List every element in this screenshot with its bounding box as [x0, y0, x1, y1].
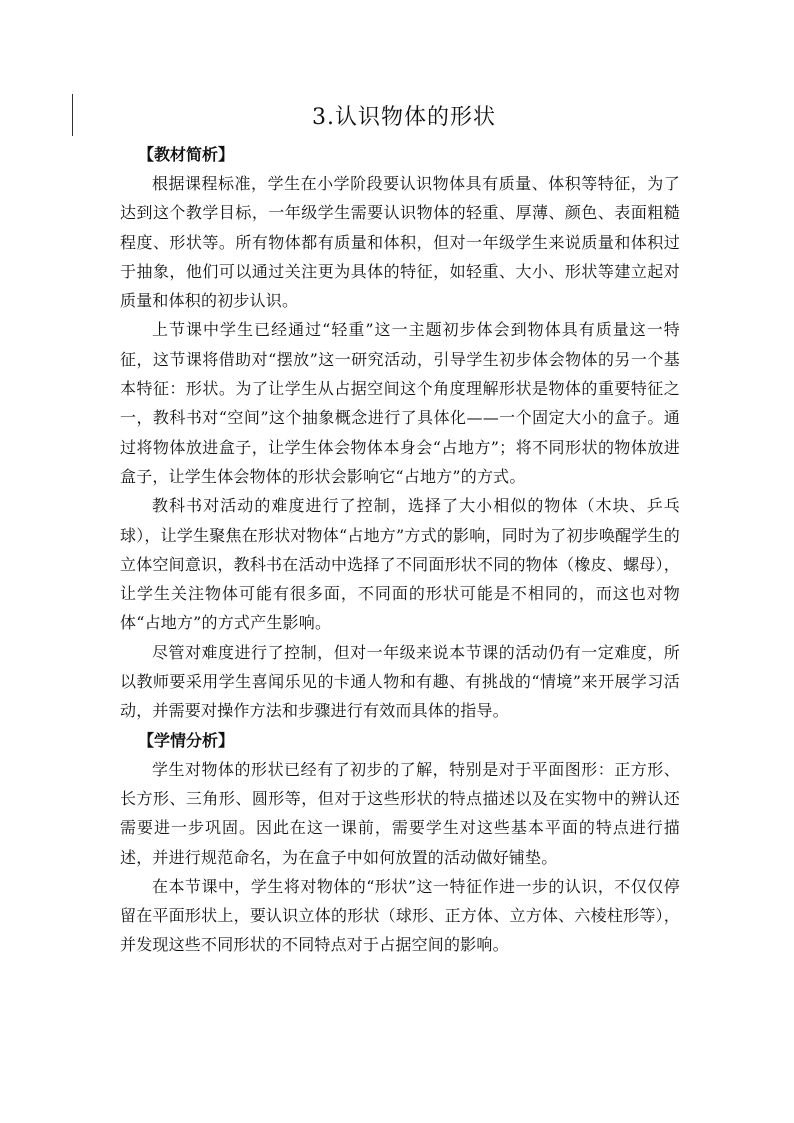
paragraph: 上节课中学生已经通过“轻重”这一主题初步体会到物体具有质量这一特征，这节课将借助对“摆放”这一研究活动，引导学生初步体会物体的另一个基本特征：形状。为了让学生从占据空间这个角度理解形状是物体的重要特征之一，教科书对“空间”这个抽象概念进行了具体化——一个固定大小的盒子。通过将物体放进盒子，让学生体会物体本身会“占地方”；将不同形状的物体放进盒子，让学生体会物体的形状会影响它“占地方”的方式。 — [120, 320, 680, 486]
page-title: 3.认识物体的形状 — [312, 105, 496, 130]
paragraph: 教科书对活动的难度进行了控制，选择了大小相似的物体（木块、乒乓球），让学生聚焦在形状对物体“占地方”方式的影响，同时为了初步唤醒学生的立体空间意识，教科书在活动中选择了不同面形状不同的物体（橡皮、螺母），让学生关注物体可能有很多面，不同面的形状可能是不相同的，而这也对物体“占地方”的方式产生影响。 — [120, 496, 680, 633]
paragraph: 根据课程标准，学生在小学阶段要认识物体具有质量、体积等特征，为了达到这个教学目标，一年级学生需要认识物体的轻重、厚薄、颜色、表面粗糙程度、形状等。所有物体都有质量和体积，但对一年级学生来说质量和体积过于抽象，他们可以通过关注更为具体的特征，如轻重、大小、形状等建立起对质量和体积的初步认识。 — [120, 174, 680, 311]
paragraph: 学生对物体的形状已经有了初步的了解，特别是对于平面图形：正方形、长方形、三角形、圆形等，但对于这些形状的特点描述以及在实物中的辨认还需要进一步巩固。因此在这一课前，需要学生对这些基本平面的特点进行描述，并进行规范命名，为在盒子中如何放置的活动做好铺垫。 — [120, 759, 680, 867]
section-student-analysis — [120, 726, 680, 960]
margin-mark — [72, 94, 73, 136]
paragraph: 尽管对难度进行了控制，但对一年级来说本节课的活动仍有一定难度，所以教师要采用学生喜闻乐见的卡通人物和有趣、有挑战的“情境”来开展学习活动，并需要对操作方法和步骤进行有效而具体的指导。 — [120, 642, 680, 721]
document-page — [120, 100, 680, 960]
section-heading: 【教材简析】 — [138, 145, 235, 164]
paragraph: 在本节课中，学生将对物体的“形状”这一特征作进一步的认识，不仅仅停留在平面形状上，要认识立体的形状（球形、正方体、立方体、六棱柱形等），并发现这些不同形状的不同特点对于占据空间的影响。 — [120, 876, 680, 955]
section-heading: 【学情分析】 — [138, 730, 235, 750]
section-textbook-analysis — [120, 140, 680, 726]
